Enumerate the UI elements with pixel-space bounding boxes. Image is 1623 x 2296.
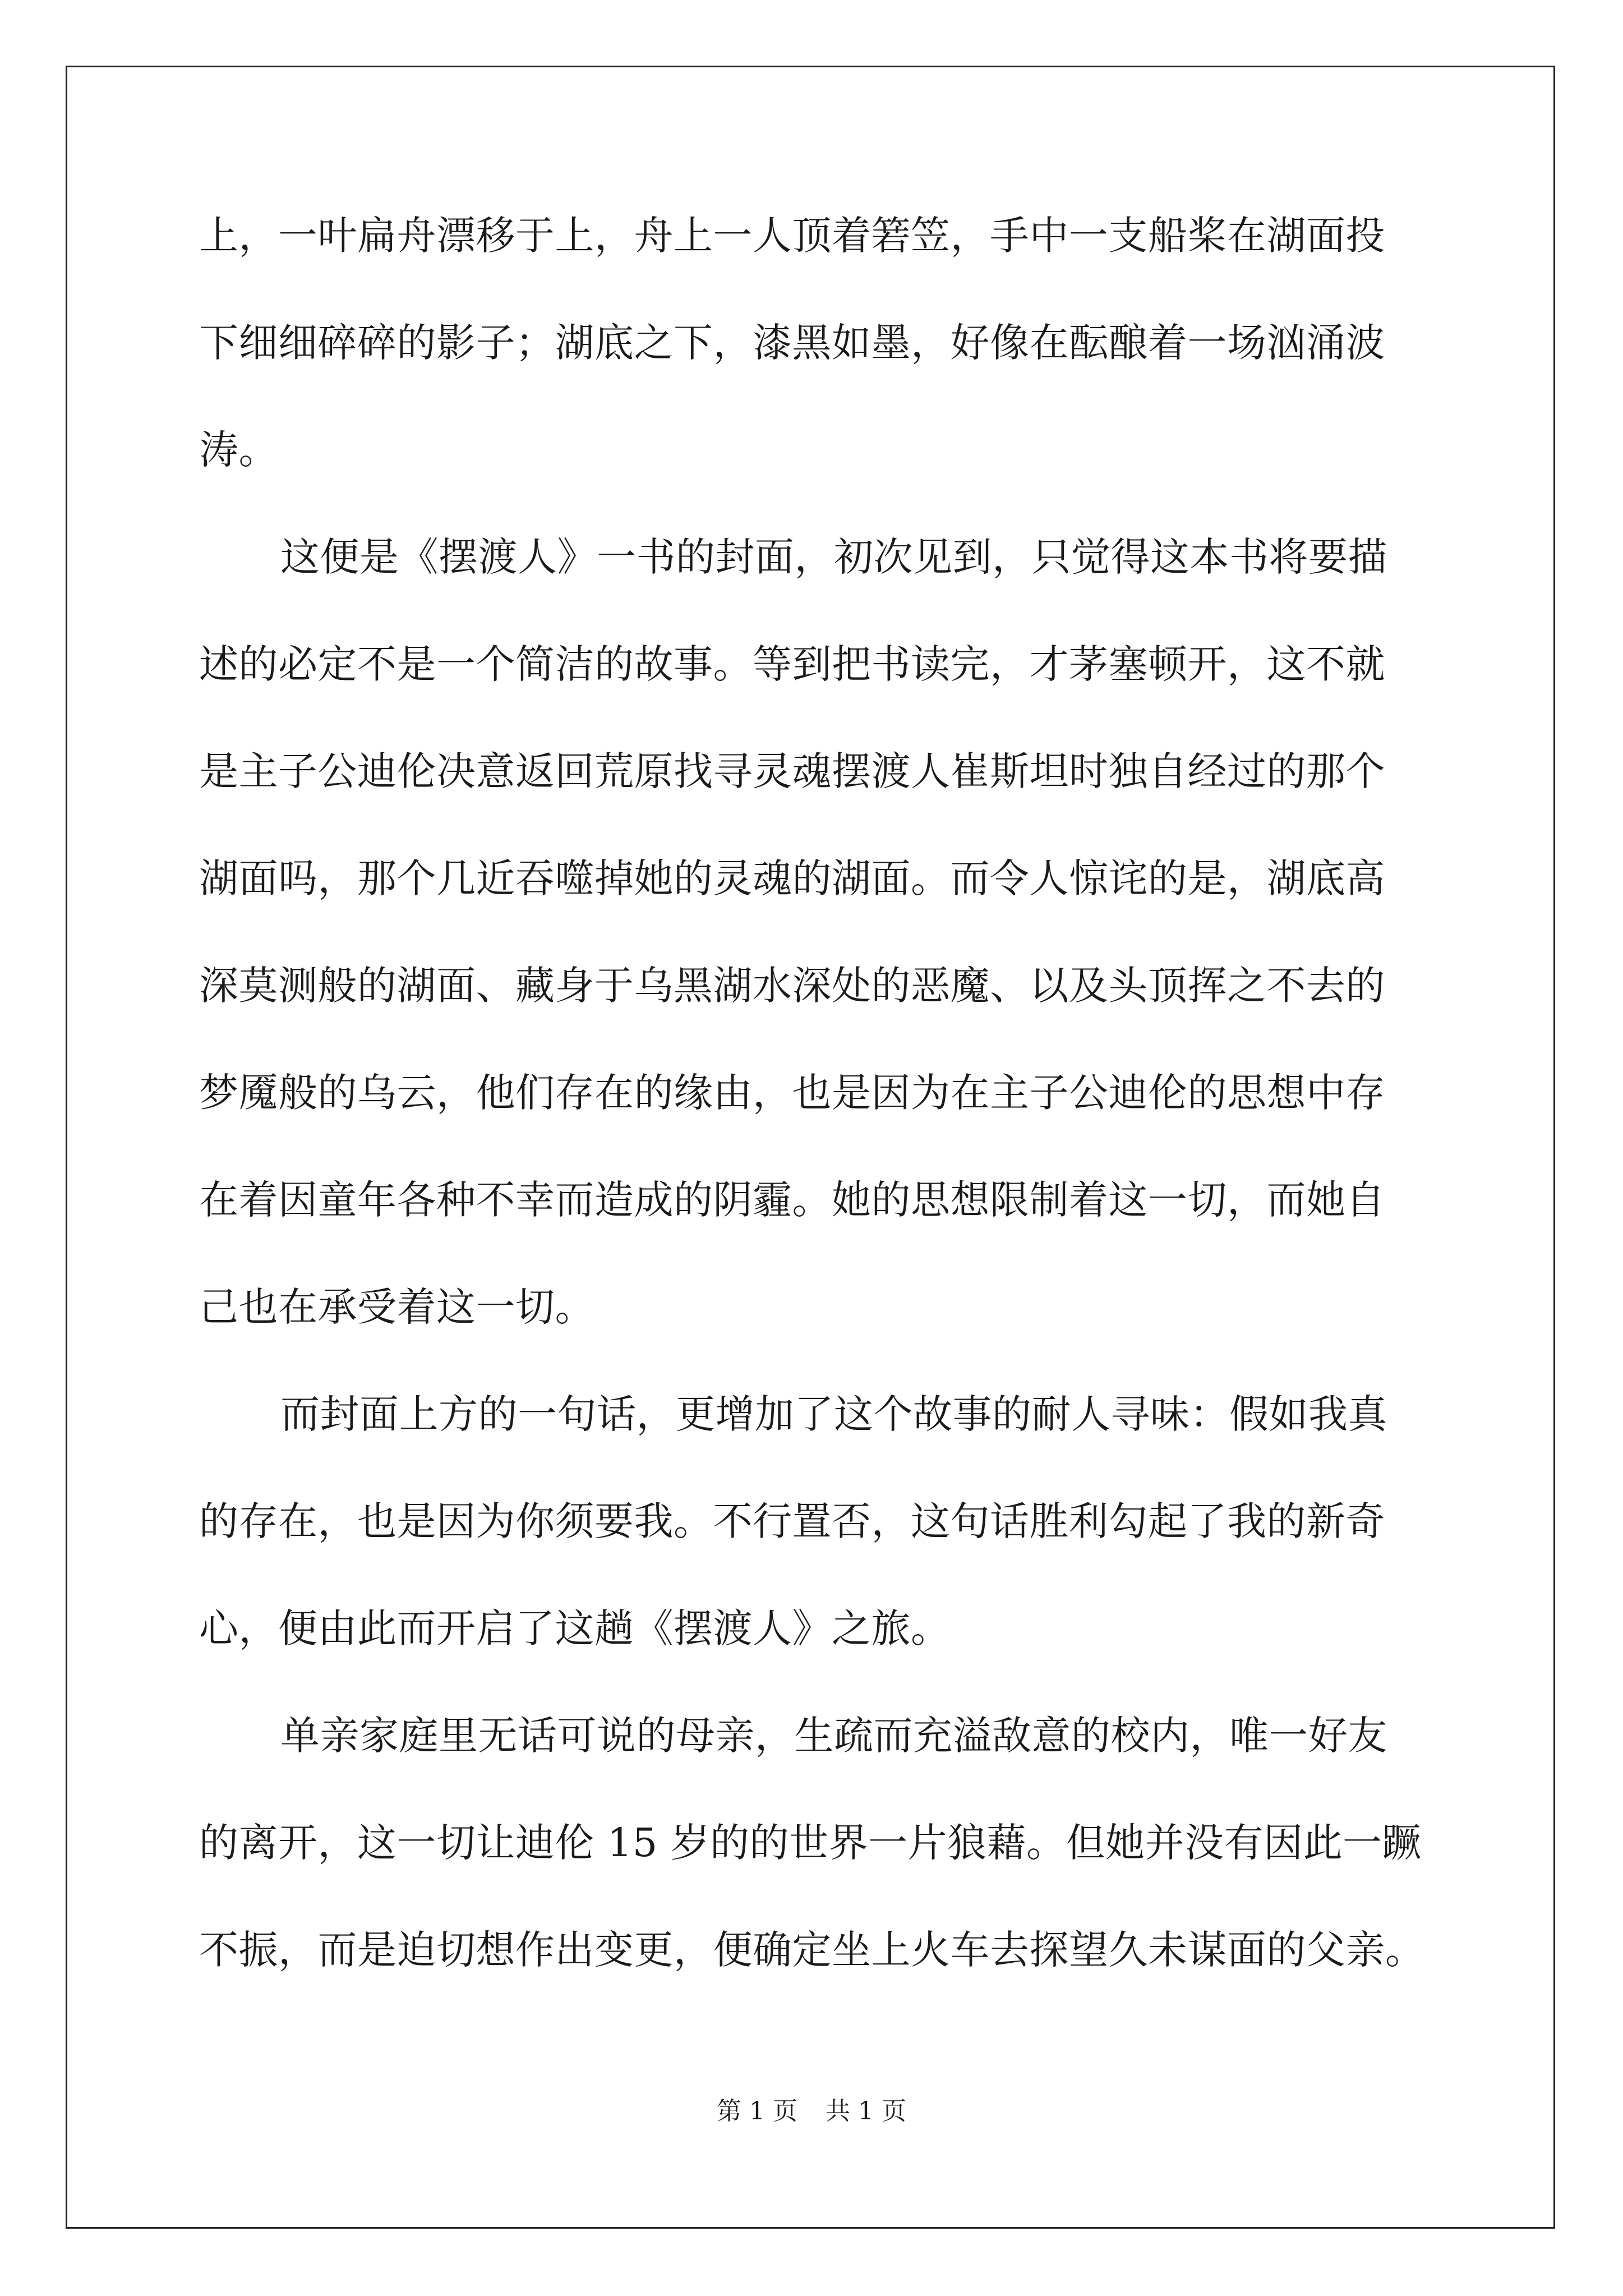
text-line: 述的必定不是一个简洁的故事。等到把书读完，才茅塞顿开，这不就 — [199, 641, 1385, 687]
paragraph-first-line: 单亲家庭里无话可说的母亲，生疏而充溢敌意的校内，唯一好友 — [280, 1713, 1387, 1759]
text-line: 深莫测般的湖面、藏身于乌黑湖水深处的恶魔、以及头顶挥之不去的 — [199, 963, 1385, 1009]
page-number: 第 1 页 — [717, 2097, 797, 2125]
text-line: 下细细碎碎的影子；湖底之下，漆黑如墨，好像在酝酿着一场汹涌波 — [199, 320, 1385, 366]
text-line: 湖面吗，那个几近吞噬掉她的灵魂的湖面。而令人惊诧的是，湖底高 — [199, 855, 1385, 901]
text-line: 涛。 — [199, 427, 278, 473]
text-line: 的离开，这一切让迪伦 15 岁的的世界一片狼藉。但她并没有因此一蹶 — [199, 1820, 1422, 1866]
page-count: 共 1 页 — [826, 2097, 906, 2125]
text-line: 梦魇般的乌云，他们存在的缘由，也是因为在主子公迪伦的思想中存 — [199, 1070, 1385, 1116]
paragraph-first-line: 这便是《摆渡人》一书的封面，初次见到，只觉得这本书将要描 — [280, 534, 1387, 580]
text-line: 不振，而是迫切想作出变更，便确定坐上火车去探望久未谋面的父亲。 — [199, 1927, 1425, 1973]
text-line: 心，便由此而开启了这趟《摆渡人》之旅。 — [199, 1605, 951, 1651]
text-line: 己也在承受着这一切。 — [199, 1284, 594, 1330]
text-line: 在着因童年各种不幸而造成的阴霾。她的思想限制着这一切，而她自 — [199, 1177, 1385, 1223]
text-line: 的存在，也是因为你须要我。不行置否，这句话胜利勾起了我的新奇 — [199, 1498, 1385, 1544]
paragraph-first-line: 而封面上方的一句话，更增加了这个故事的耐人寻味：假如我真 — [280, 1391, 1387, 1437]
text-line: 是主子公迪伦决意返回荒原找寻灵魂摆渡人崔斯坦时独自经过的那个 — [199, 748, 1385, 794]
document-body — [199, 213, 1436, 2037]
text-line: 上，一叶扁舟漂移于上，舟上一人顶着箬笠，手中一支船桨在湖面投 — [199, 213, 1385, 259]
page-footer — [0, 2099, 1623, 2124]
